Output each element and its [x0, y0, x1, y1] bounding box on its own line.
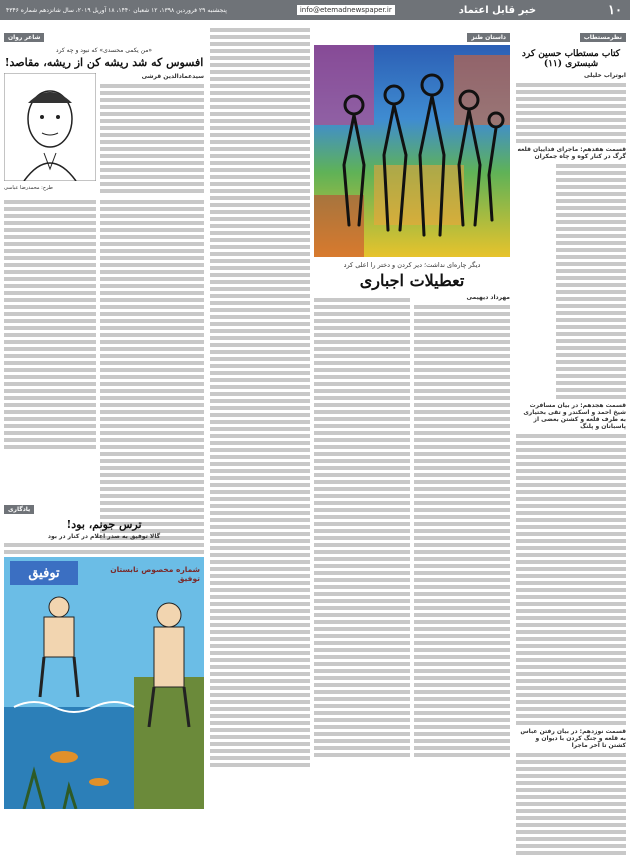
left-top-author: سیدعمادالدین قرشی [141, 73, 204, 80]
left-bottom-kicker: گالا توفیق به صدر اعلام در کنار در بود [47, 533, 161, 540]
right-column [516, 24, 626, 858]
right-tag: نظرمستطاب [580, 33, 626, 42]
section-title: خبر قابل اعتماد [458, 4, 537, 16]
center-text-lines-2 [314, 298, 410, 757]
center-text-lines-1 [414, 305, 510, 757]
right-text-a [516, 83, 626, 143]
left-top-tag: شاعر روان [4, 33, 44, 42]
page-number: ۱۰ [608, 2, 622, 18]
header-bar [0, 0, 630, 20]
right-subhead-3: قسمت نوزدهم: در بیان رفتن عباس به قلعه و جنگ کردن با دیوان و کشتن تا آخر ماجرا [520, 728, 626, 749]
cover-cartoon [4, 557, 204, 809]
left-bottom-text [4, 543, 204, 554]
left-bottom-article [4, 496, 204, 809]
center-headline: تعطیلات اجباری [359, 271, 465, 290]
right-subhead-2: قسمت هجدهم: در بیان مسافرت شیخ احمد و اسکندر و تقی بختیاری به طرف قلعه و کشتن بعضی از پاسبانان و پلنگ [523, 402, 626, 430]
center-kicker: دیگر چاره‌ای نداشت؛ دیر کردن و دختر را اعلی کرد [343, 261, 481, 269]
right-title: کتاب مستطاب حسین کرد شبستری (۱۱) [521, 49, 621, 69]
center-text-area [314, 294, 510, 760]
cover-logo: توفیق [10, 561, 78, 585]
right-subhead-1: قسمت هفدهم: ماجرای فداییان قلعه گرگ در کنار کوه و چاه جمکران [517, 146, 626, 160]
center-text-col-1 [414, 294, 510, 760]
center-author: مهرداد دیهیمی [466, 294, 510, 301]
email-address: info@etemadnewspaper.ir [297, 5, 395, 15]
right-text-b [556, 164, 626, 399]
middle-text-lines [210, 28, 310, 767]
left-bottom-tag: یادگاری [4, 505, 34, 514]
left-top-article [4, 24, 204, 550]
magazine-cover [4, 557, 204, 809]
cover-subtitle: شماره مخصوص تابستان توفیق [110, 565, 200, 583]
left-top-headline: افسوس که شد ریشه کن از ریشه، مقاصد! [4, 56, 204, 69]
left-bottom-headline: ترس جونم، بود! [66, 518, 142, 531]
left-top-text-1 [100, 84, 204, 193]
center-column [314, 24, 510, 760]
portrait-caption: طرح: محمدرضا عباسی [4, 185, 53, 191]
center-tag: داستان طنز [467, 33, 510, 42]
middle-column [210, 24, 310, 770]
right-author: ابوتراب خلیلی [584, 72, 626, 79]
right-text-d [516, 753, 626, 855]
portrait-sketch [4, 73, 96, 181]
left-top-kicker: «من یکمی محسدی» که نبود و چه کرد [55, 47, 153, 54]
painting-illustration [314, 45, 510, 257]
right-text-c [516, 434, 626, 725]
date-line: پنجشنبه ۲۹ فروردین ۱۳۹۸، ۱۲ شعبان ۱۴۴۰، ۱۸ آوریل ۲۰۱۹، سال شانزدهم شماره ۴۳۴۶ [6, 6, 227, 14]
center-text-col-2 [314, 294, 410, 760]
